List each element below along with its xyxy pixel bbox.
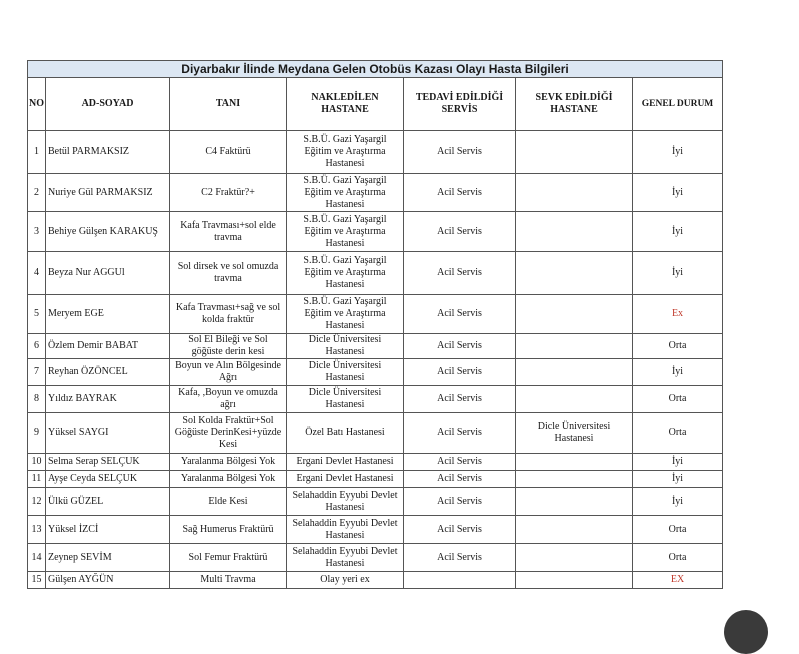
cell-genel-durum: İyi [633,488,723,516]
col-header-nakledilen: NAKLEDİLEN HASTANE [287,78,404,131]
cell-tani: Kafa Travması+sol elde travma [170,212,287,252]
cell-tani: Sol Femur Fraktürü [170,544,287,572]
cell-genel-durum: İyi [633,252,723,295]
cell-nakledilen-hastane: Ergani Devlet Hastanesi [287,454,404,471]
cell-tedavi-servis: Acil Servis [404,359,516,386]
cell-ad-soyad: Reyhan ÖZÖNCEL [46,359,170,386]
cell-ad-soyad: Zeynep SEVİM [46,544,170,572]
table-row [28,131,723,174]
cell-nakledilen-hastane: S.B.Ü. Gazi Yaşargil Eğitim ve Araştırma Hastanesi [287,252,404,295]
cell-tani: Sol dirsek ve sol omuzda travma [170,252,287,295]
cell-sevk-hastane [516,572,633,589]
cell-genel-durum: Orta [633,413,723,454]
cell-tedavi-servis: Acil Servis [404,174,516,212]
cell-genel-durum: Ex [633,295,723,334]
cell-no: 11 [28,471,46,488]
cell-nakledilen-hastane: Selahaddin Eyyubi Devlet Hastanesi [287,516,404,544]
table-row [28,471,723,488]
cell-no: 13 [28,516,46,544]
cell-genel-durum: İyi [633,212,723,252]
cell-genel-durum: Orta [633,516,723,544]
patient-table [27,60,723,589]
cell-nakledilen-hastane: Özel Batı Hastanesi [287,413,404,454]
header-row [28,78,723,131]
table-row [28,454,723,471]
cell-sevk-hastane [516,516,633,544]
cell-tani: Kafa, ,Boyun ve omuzda ağrı [170,386,287,413]
cell-tedavi-servis: Acil Servis [404,131,516,174]
cell-nakledilen-hastane: S.B.Ü. Gazi Yaşargil Eğitim ve Araştırma Hastanesi [287,212,404,252]
cell-no: 3 [28,212,46,252]
cell-tani: C4 Faktürü [170,131,287,174]
cell-sevk-hastane [516,386,633,413]
cell-ad-soyad: Ayşe Ceyda SELÇUK [46,471,170,488]
cell-tedavi-servis: Acil Servis [404,334,516,359]
cell-no: 2 [28,174,46,212]
cell-tani: Multi Travma [170,572,287,589]
cell-no: 7 [28,359,46,386]
cell-nakledilen-hastane: S.B.Ü. Gazi Yaşargil Eğitim ve Araştırma Hastanesi [287,174,404,212]
cell-ad-soyad: Yüksel SAYGI [46,413,170,454]
cell-tedavi-servis: Acil Servis [404,488,516,516]
cell-ad-soyad: Ülkü GÜZEL [46,488,170,516]
cell-sevk-hastane [516,295,633,334]
table-row [28,386,723,413]
cell-tedavi-servis: Acil Servis [404,471,516,488]
scroll-button[interactable] [724,610,768,654]
cell-tani: Yaralanma Bölgesi Yok [170,454,287,471]
cell-sevk-hastane [516,252,633,295]
table-row [28,212,723,252]
cell-nakledilen-hastane: Ergani Devlet Hastanesi [287,471,404,488]
cell-nakledilen-hastane: Dicle Üniversitesi Hastanesi [287,359,404,386]
table-row [28,359,723,386]
col-header-no: NO [28,78,46,131]
cell-genel-durum: İyi [633,131,723,174]
table-row [28,413,723,454]
cell-nakledilen-hastane: Selahaddin Eyyubi Devlet Hastanesi [287,488,404,516]
cell-tedavi-servis: Acil Servis [404,454,516,471]
table-row [28,516,723,544]
cell-sevk-hastane [516,131,633,174]
col-header-ad-soyad: AD-SOYAD [46,78,170,131]
table-row [28,572,723,589]
cell-genel-durum: Orta [633,544,723,572]
cell-nakledilen-hastane: Dicle Üniversitesi Hastanesi [287,334,404,359]
cell-no: 6 [28,334,46,359]
cell-tani: Elde Kesi [170,488,287,516]
cell-tedavi-servis: Acil Servis [404,295,516,334]
patient-info-document [27,60,722,589]
cell-sevk-hastane [516,174,633,212]
col-header-durum: GENEL DURUM [633,78,723,131]
cell-ad-soyad: Beyza Nur AGGUl [46,252,170,295]
cell-genel-durum: Orta [633,386,723,413]
cell-tedavi-servis: Acil Servis [404,212,516,252]
cell-no: 15 [28,572,46,589]
cell-no: 9 [28,413,46,454]
cell-sevk-hastane [516,454,633,471]
cell-ad-soyad: Meryem EGE [46,295,170,334]
table-row [28,174,723,212]
cell-genel-durum: Orta [633,334,723,359]
cell-no: 12 [28,488,46,516]
cell-sevk-hastane [516,212,633,252]
cell-no: 14 [28,544,46,572]
cell-tani: C2 Fraktür?+ [170,174,287,212]
cell-tani: Yaralanma Bölgesi Yok [170,471,287,488]
cell-no: 1 [28,131,46,174]
cell-ad-soyad: Özlem Demir BABAT [46,334,170,359]
table-body [28,131,723,589]
cell-sevk-hastane [516,359,633,386]
cell-sevk-hastane [516,488,633,516]
table-row [28,544,723,572]
table-row [28,295,723,334]
cell-genel-durum: EX [633,572,723,589]
cell-ad-soyad: Behiye Gülşen KARAKUŞ [46,212,170,252]
cell-tani: Kafa Travması+sağ ve sol kolda fraktür [170,295,287,334]
cell-tedavi-servis: Acil Servis [404,413,516,454]
cell-tedavi-servis: Acil Servis [404,386,516,413]
cell-no: 10 [28,454,46,471]
cell-tani: Sol Kolda Fraktür+Sol Göğüste DerinKesi+yüzde Kesi [170,413,287,454]
cell-nakledilen-hastane: Olay yeri ex [287,572,404,589]
cell-nakledilen-hastane: Dicle Üniversitesi Hastanesi [287,386,404,413]
col-header-tedavi: TEDAVİ EDİLDİĞİ SERVİS [404,78,516,131]
cell-sevk-hastane [516,471,633,488]
cell-ad-soyad: Yıldız BAYRAK [46,386,170,413]
cell-ad-soyad: Yüksel İZCİ [46,516,170,544]
table-row [28,252,723,295]
cell-ad-soyad: Betül PARMAKSIZ [46,131,170,174]
cell-sevk-hastane [516,544,633,572]
cell-nakledilen-hastane: S.B.Ü. Gazi Yaşargil Eğitim ve Araştırma Hastanesi [287,295,404,334]
cell-tedavi-servis: Acil Servis [404,544,516,572]
cell-nakledilen-hastane: Selahaddin Eyyubi Devlet Hastanesi [287,544,404,572]
cell-sevk-hastane: Dicle Üniversitesi Hastanesi [516,413,633,454]
cell-genel-durum: İyi [633,174,723,212]
cell-genel-durum: İyi [633,471,723,488]
cell-sevk-hastane [516,334,633,359]
cell-tedavi-servis: Acil Servis [404,252,516,295]
cell-ad-soyad: Nuriye Gül PARMAKSIZ [46,174,170,212]
cell-tedavi-servis [404,572,516,589]
cell-tani: Boyun ve Alın Bölgesinde Ağrı [170,359,287,386]
cell-genel-durum: İyi [633,454,723,471]
cell-tedavi-servis: Acil Servis [404,516,516,544]
col-header-sevk: SEVK EDİLDİĞİ HASTANE [516,78,633,131]
cell-nakledilen-hastane: S.B.Ü. Gazi Yaşargil Eğitim ve Araştırma Hastanesi [287,131,404,174]
table-row [28,488,723,516]
cell-tani: Sağ Humerus Fraktürü [170,516,287,544]
table-title: Diyarbakır İlinde Meydana Gelen Otobüs Kazası Olayı Hasta Bilgileri [28,61,723,78]
cell-no: 5 [28,295,46,334]
cell-ad-soyad: Selma Serap SELÇUK [46,454,170,471]
table-row [28,334,723,359]
col-header-tani: TANI [170,78,287,131]
cell-ad-soyad: Gülşen AYĞÜN [46,572,170,589]
cell-no: 4 [28,252,46,295]
cell-tani: Sol El Bileği ve Sol göğüste derin kesi [170,334,287,359]
cell-genel-durum: İyi [633,359,723,386]
cell-no: 8 [28,386,46,413]
